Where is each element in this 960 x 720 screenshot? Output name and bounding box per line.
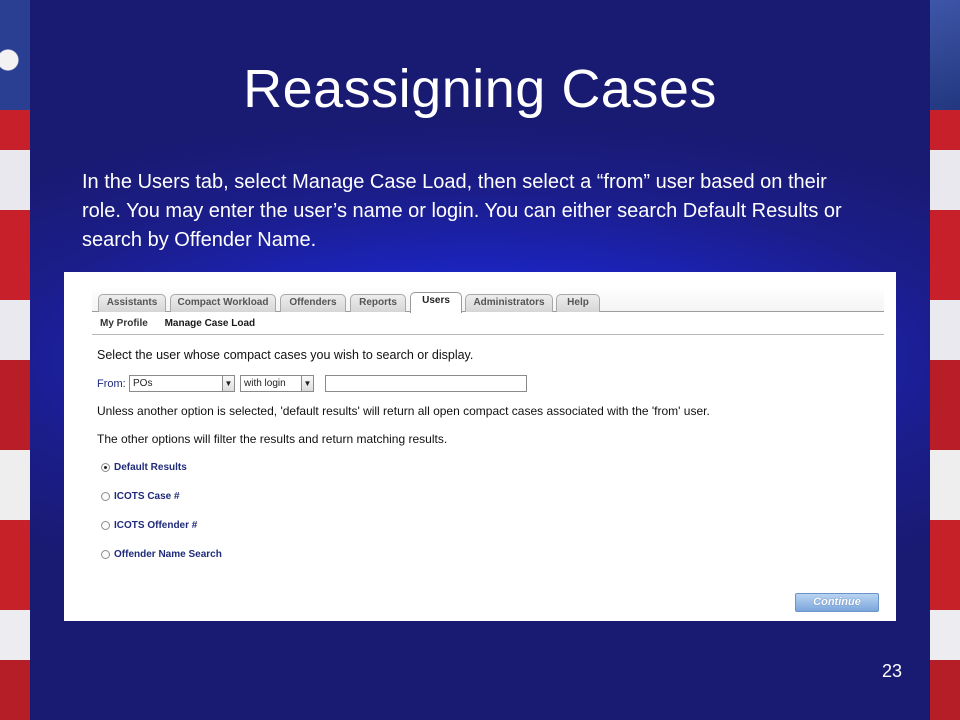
user-search-input[interactable] xyxy=(325,375,527,392)
chevron-down-icon: ▼ xyxy=(301,376,313,391)
tab-assistants[interactable]: Assistants xyxy=(98,294,166,312)
match-type-select[interactable] xyxy=(240,375,314,392)
option-label: Default Results xyxy=(114,462,187,473)
app-window xyxy=(92,286,884,616)
default-results-note: Unless another option is selected, 'default results' will return all open compact cases associated with the 'from' user. xyxy=(97,404,710,418)
tab-bar xyxy=(92,286,884,312)
radio-button[interactable] xyxy=(101,521,110,530)
radio-button[interactable] xyxy=(101,463,110,472)
match-type-select-value: with login xyxy=(244,378,286,389)
slide xyxy=(30,0,930,720)
filter-note: The other options will filter the results and return matching results. xyxy=(97,432,448,446)
radio-button[interactable] xyxy=(101,550,110,559)
tab-help[interactable]: Help xyxy=(556,294,600,312)
subnav-manage-case-load[interactable]: Manage Case Load xyxy=(164,318,256,329)
flag-decoration-right xyxy=(930,0,960,720)
flag-decoration-left xyxy=(0,0,30,720)
tab-users[interactable]: Users xyxy=(410,292,462,313)
option-label: Offender Name Search xyxy=(114,549,222,560)
slide-title: Reassigning Cases xyxy=(243,59,717,119)
instruction-text: Select the user whose compact cases you wish to search or display. xyxy=(97,348,474,362)
option-label: ICOTS Offender # xyxy=(114,520,198,531)
role-select-value: POs xyxy=(133,378,153,389)
slide-body-text: In the Users tab, select Manage Case Load, then select a “from” user based on their role. You may enter the user’s name or login. You can either search Default Results or search by Offender Name. xyxy=(82,171,842,251)
option-label: ICOTS Case # xyxy=(114,491,180,502)
subnav-my-profile[interactable]: My Profile xyxy=(100,318,148,329)
chevron-down-icon: ▼ xyxy=(222,376,234,391)
tab-reports[interactable]: Reports xyxy=(350,294,406,312)
radio-button[interactable] xyxy=(101,492,110,501)
divider xyxy=(92,334,884,335)
from-label: From: xyxy=(97,378,126,390)
role-select[interactable] xyxy=(129,375,235,392)
continue-button[interactable]: Continue xyxy=(795,593,879,612)
sub-navigation xyxy=(100,318,269,329)
tab-compact-workload[interactable]: Compact Workload xyxy=(170,294,276,312)
tab-offenders[interactable]: Offenders xyxy=(280,294,346,312)
screenshot-panel xyxy=(64,272,896,621)
page-number: 23 xyxy=(881,661,902,681)
tab-administrators[interactable]: Administrators xyxy=(465,294,553,312)
